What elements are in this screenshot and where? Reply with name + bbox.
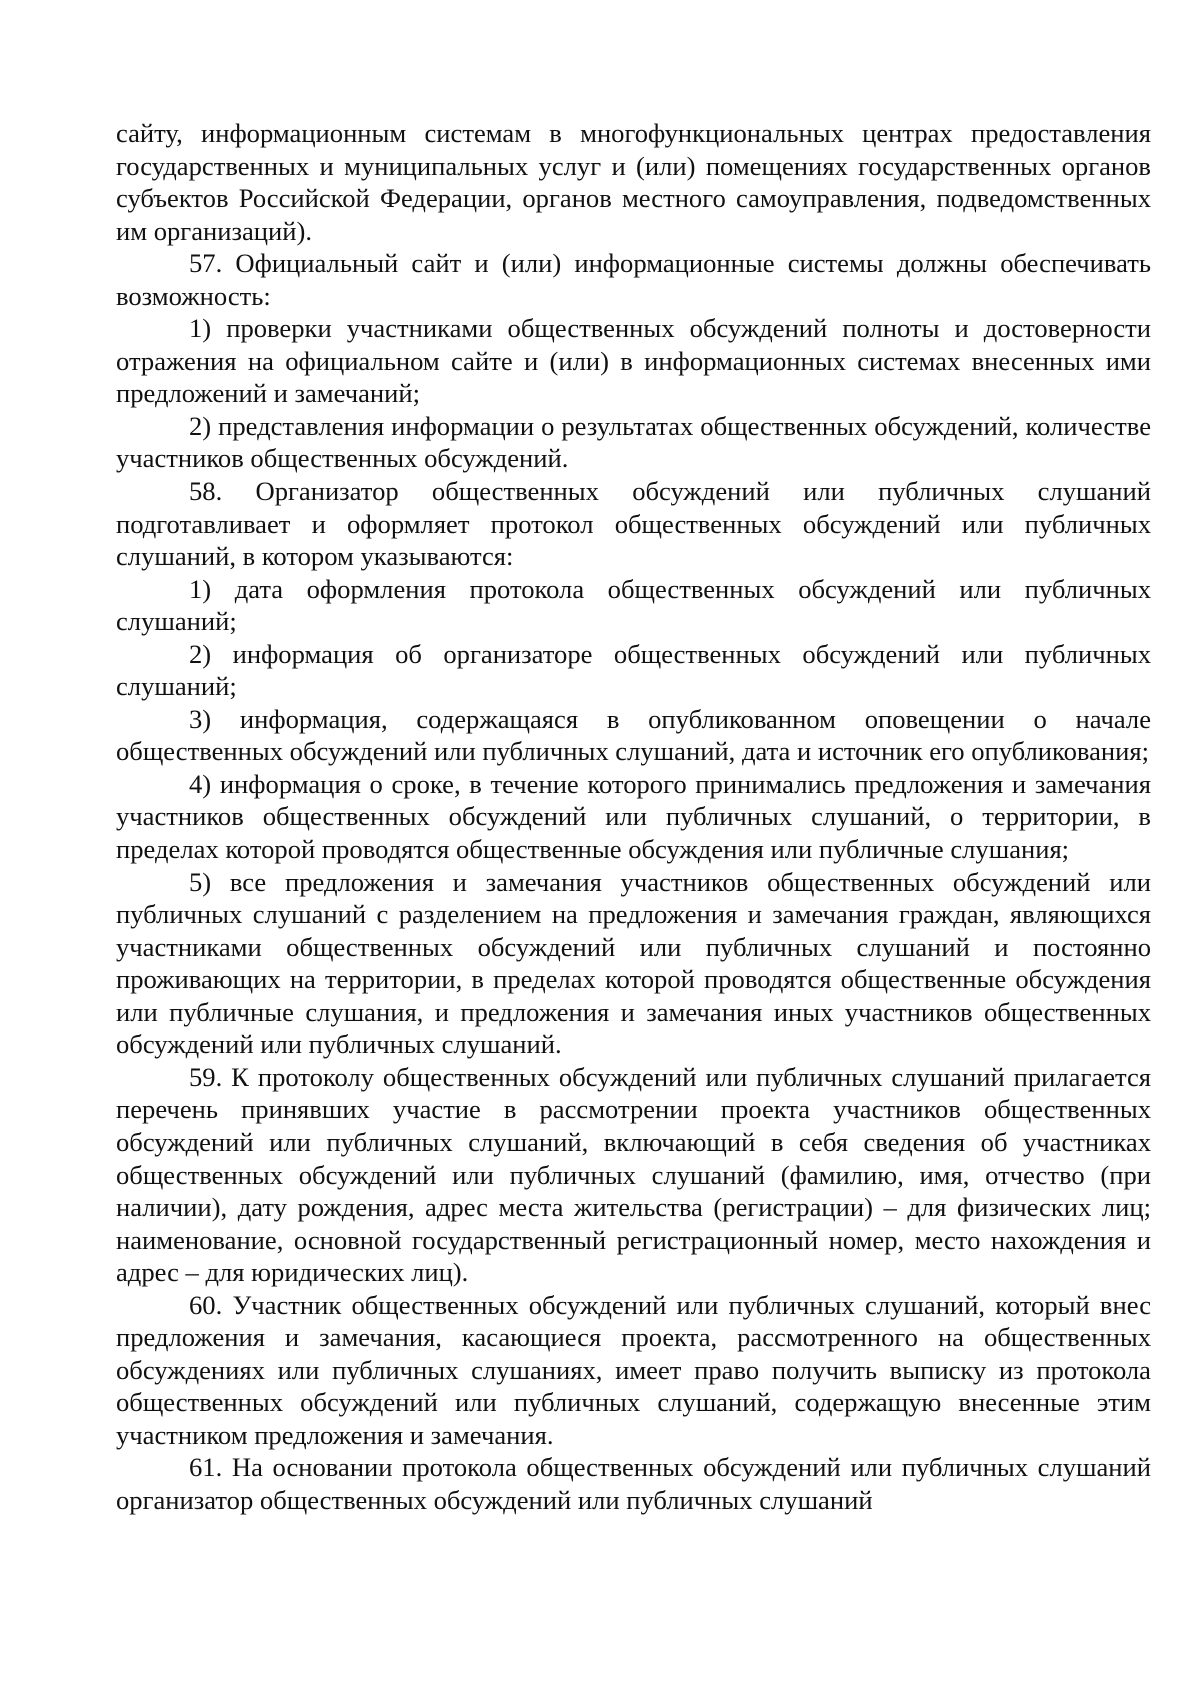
paragraph-58: 58. Организатор общественных обсуждений или публичных слушаний подготавливает и оформляет протокол общественных обсуждений или публичных слушаний, в котором указываются: [116, 476, 1151, 572]
paragraph-58-item-4: 4) информация о сроке, в течение которого принимались предложения и замечания участников общественных обсуждений или публичных слушаний, о территории, в пределах которой проводятся общественные обсуждения или публичные слушания; [116, 768, 1151, 865]
paragraph-57: 57. Официальный сайт и (или) информационные системы должны обеспечивать возможность: [116, 248, 1151, 311]
paragraph-continuation: сайту, информационным системам в многофункциональных центрах предоставления государственных и муниципальных услуг и (или) помещениях государственных органов субъектов Российской Федерации, органов местного самоуправления, подведомственных им организаций). [116, 118, 1151, 246]
paragraph-58-item-3: 3) информация, содержащаяся в опубликованном оповещении о начале общественных обсуждений или публичных слушаний, дата и источник его опубликования; [116, 703, 1151, 767]
paragraph-60: 60. Участник общественных обсуждений или публичных слушаний, который внес предложения и замечания, касающиеся проекта, рассмотренного на общественных обсуждениях или публичных слушаниях, имеет право получить выписку из протокола общественных обсуждений или публичных слушаний, содержащую внесенные этим участником предложения и замечания. [116, 1289, 1151, 1450]
paragraph-58-item-1: 1) дата оформления протокола общественных обсуждений или публичных слушаний; [116, 573, 1151, 637]
paragraph-61: 61. На основании протокола общественных обсуждений или публичных слушаний организатор общественных обсуждений или публичных слушаний [116, 1452, 1151, 1515]
paragraph-58-item-2: 2) информация об организаторе общественных обсуждений или публичных слушаний; [116, 638, 1151, 702]
paragraph-57-item-1: 1) проверки участниками общественных обсуждений полноты и достоверности отражения на официальном сайте и (или) в информационных системах внесенных ими предложений и замечаний; [116, 313, 1151, 409]
document-body [116, 117, 1151, 1517]
paragraph-57-item-2: 2) представления информации о результатах общественных обсуждений, количестве участников общественных обсуждений. [116, 410, 1151, 474]
paragraph-59: 59. К протоколу общественных обсуждений или публичных слушаний прилагается перечень принявших участие в рассмотрении проекта участников общественных обсуждений или публичных слушаний, включающий в себя сведения об участниках общественных обсуждений или публичных слушаний (фамилию, имя, отчество (при наличии), дату рождения, адрес места жительства (регистрации) – для физических лиц; наименование, основной государственный регистрационный номер, место нахождения и адрес – для юридических лиц). [116, 1061, 1151, 1288]
paragraph-58-item-5: 5) все предложения и замечания участников общественных обсуждений или публичных слушаний с разделением на предложения и замечания граждан, являющихся участниками общественных обсуждений или публичных слушаний и постоянно проживающих на территории, в пределах которой проводятся общественные обсуждения или публичные слушания, и предложения и замечания иных участников общественных обсуждений или публичных слушаний. [116, 866, 1151, 1060]
